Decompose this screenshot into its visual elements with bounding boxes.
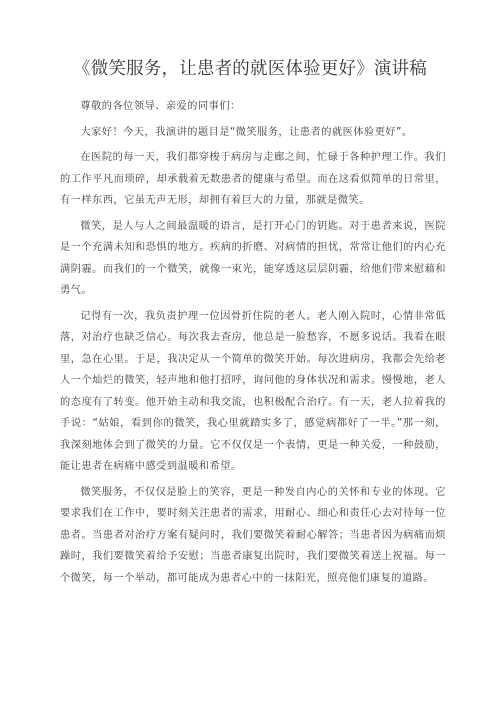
salutation-paragraph: 尊敬的各位领导、亲爱的同事们： [80, 101, 241, 112]
body-paragraph: 微笑服务，不仅仅是脸上的笑容，更是一种发自内心的关怀和专业的体现。它要求我们在工作中，要时刻关注患者的需求，用耐心、细心和责任心去对待每一位患者。当患者对治疗方案有疑问时，我们要微笑着耐心解答；当患者因为病痛而烦躁时，我们要微笑着给予安慰；当患者康复出院时，我们要微笑着送上祝福。每一个微笑，每一个举动，都可能成为患者心中的一抹阳光，照亮他们康复的道路。 [60, 486, 446, 584]
document-body [60, 96, 446, 593]
body-paragraph: 在医院的每一天，我们都穿梭于病房与走廊之间，忙碌于各种护理工作。我们的工作平凡而琐碎，却承载着无数患者的健康与希望。而在这看似简单的日常里，有一样东西，它虽无声无形，却拥有着巨大的力量，那就是微笑。 [60, 152, 446, 206]
body-paragraph: 记得有一次，我负责护理一位因骨折住院的老人。老人刚入院时，心情非常低落，对治疗也缺乏信心。每次我去查房，他总是一脸愁容，不愿多说话。我看在眼里，急在心里。于是，我决定从一个简单的微笑开始。每次进病房，我都会先给老人一个灿烂的微笑，轻声地和他打招呼，询问他的身体状况和需求。慢慢地，老人的态度有了转变。他开始主动和我交流，也积极配合治疗。有一天，老人拉着我的手说：“姑娘，看到你的微笑，我心里就踏实多了，感觉病都好了一半。”那一刻，我深刻地体会到了微笑的力量。它不仅仅是一个表情，更是一种关爱，一种鼓励，能让患者在病痛中感受到温暖和希望。 [60, 310, 446, 472]
body-paragraph: 大家好！今天，我演讲的题目是“微笑服务，让患者的就医体验更好”。 [80, 126, 413, 138]
document-title: 《微笑服务，让患者的就医体验更好》演讲稿 [73, 59, 427, 79]
body-paragraph: 微笑，是人与人之间最温暖的语言，是打开心门的钥匙。对于患者来说，医院是一个充满未知和恐惧的地方。疾病的折磨、对病情的担忧，常常让他们的内心充满阴霾。而我们的一个微笑，就像一束光，能穿透这层层阴霾，给他们带来慰藉和勇气。 [60, 220, 446, 296]
